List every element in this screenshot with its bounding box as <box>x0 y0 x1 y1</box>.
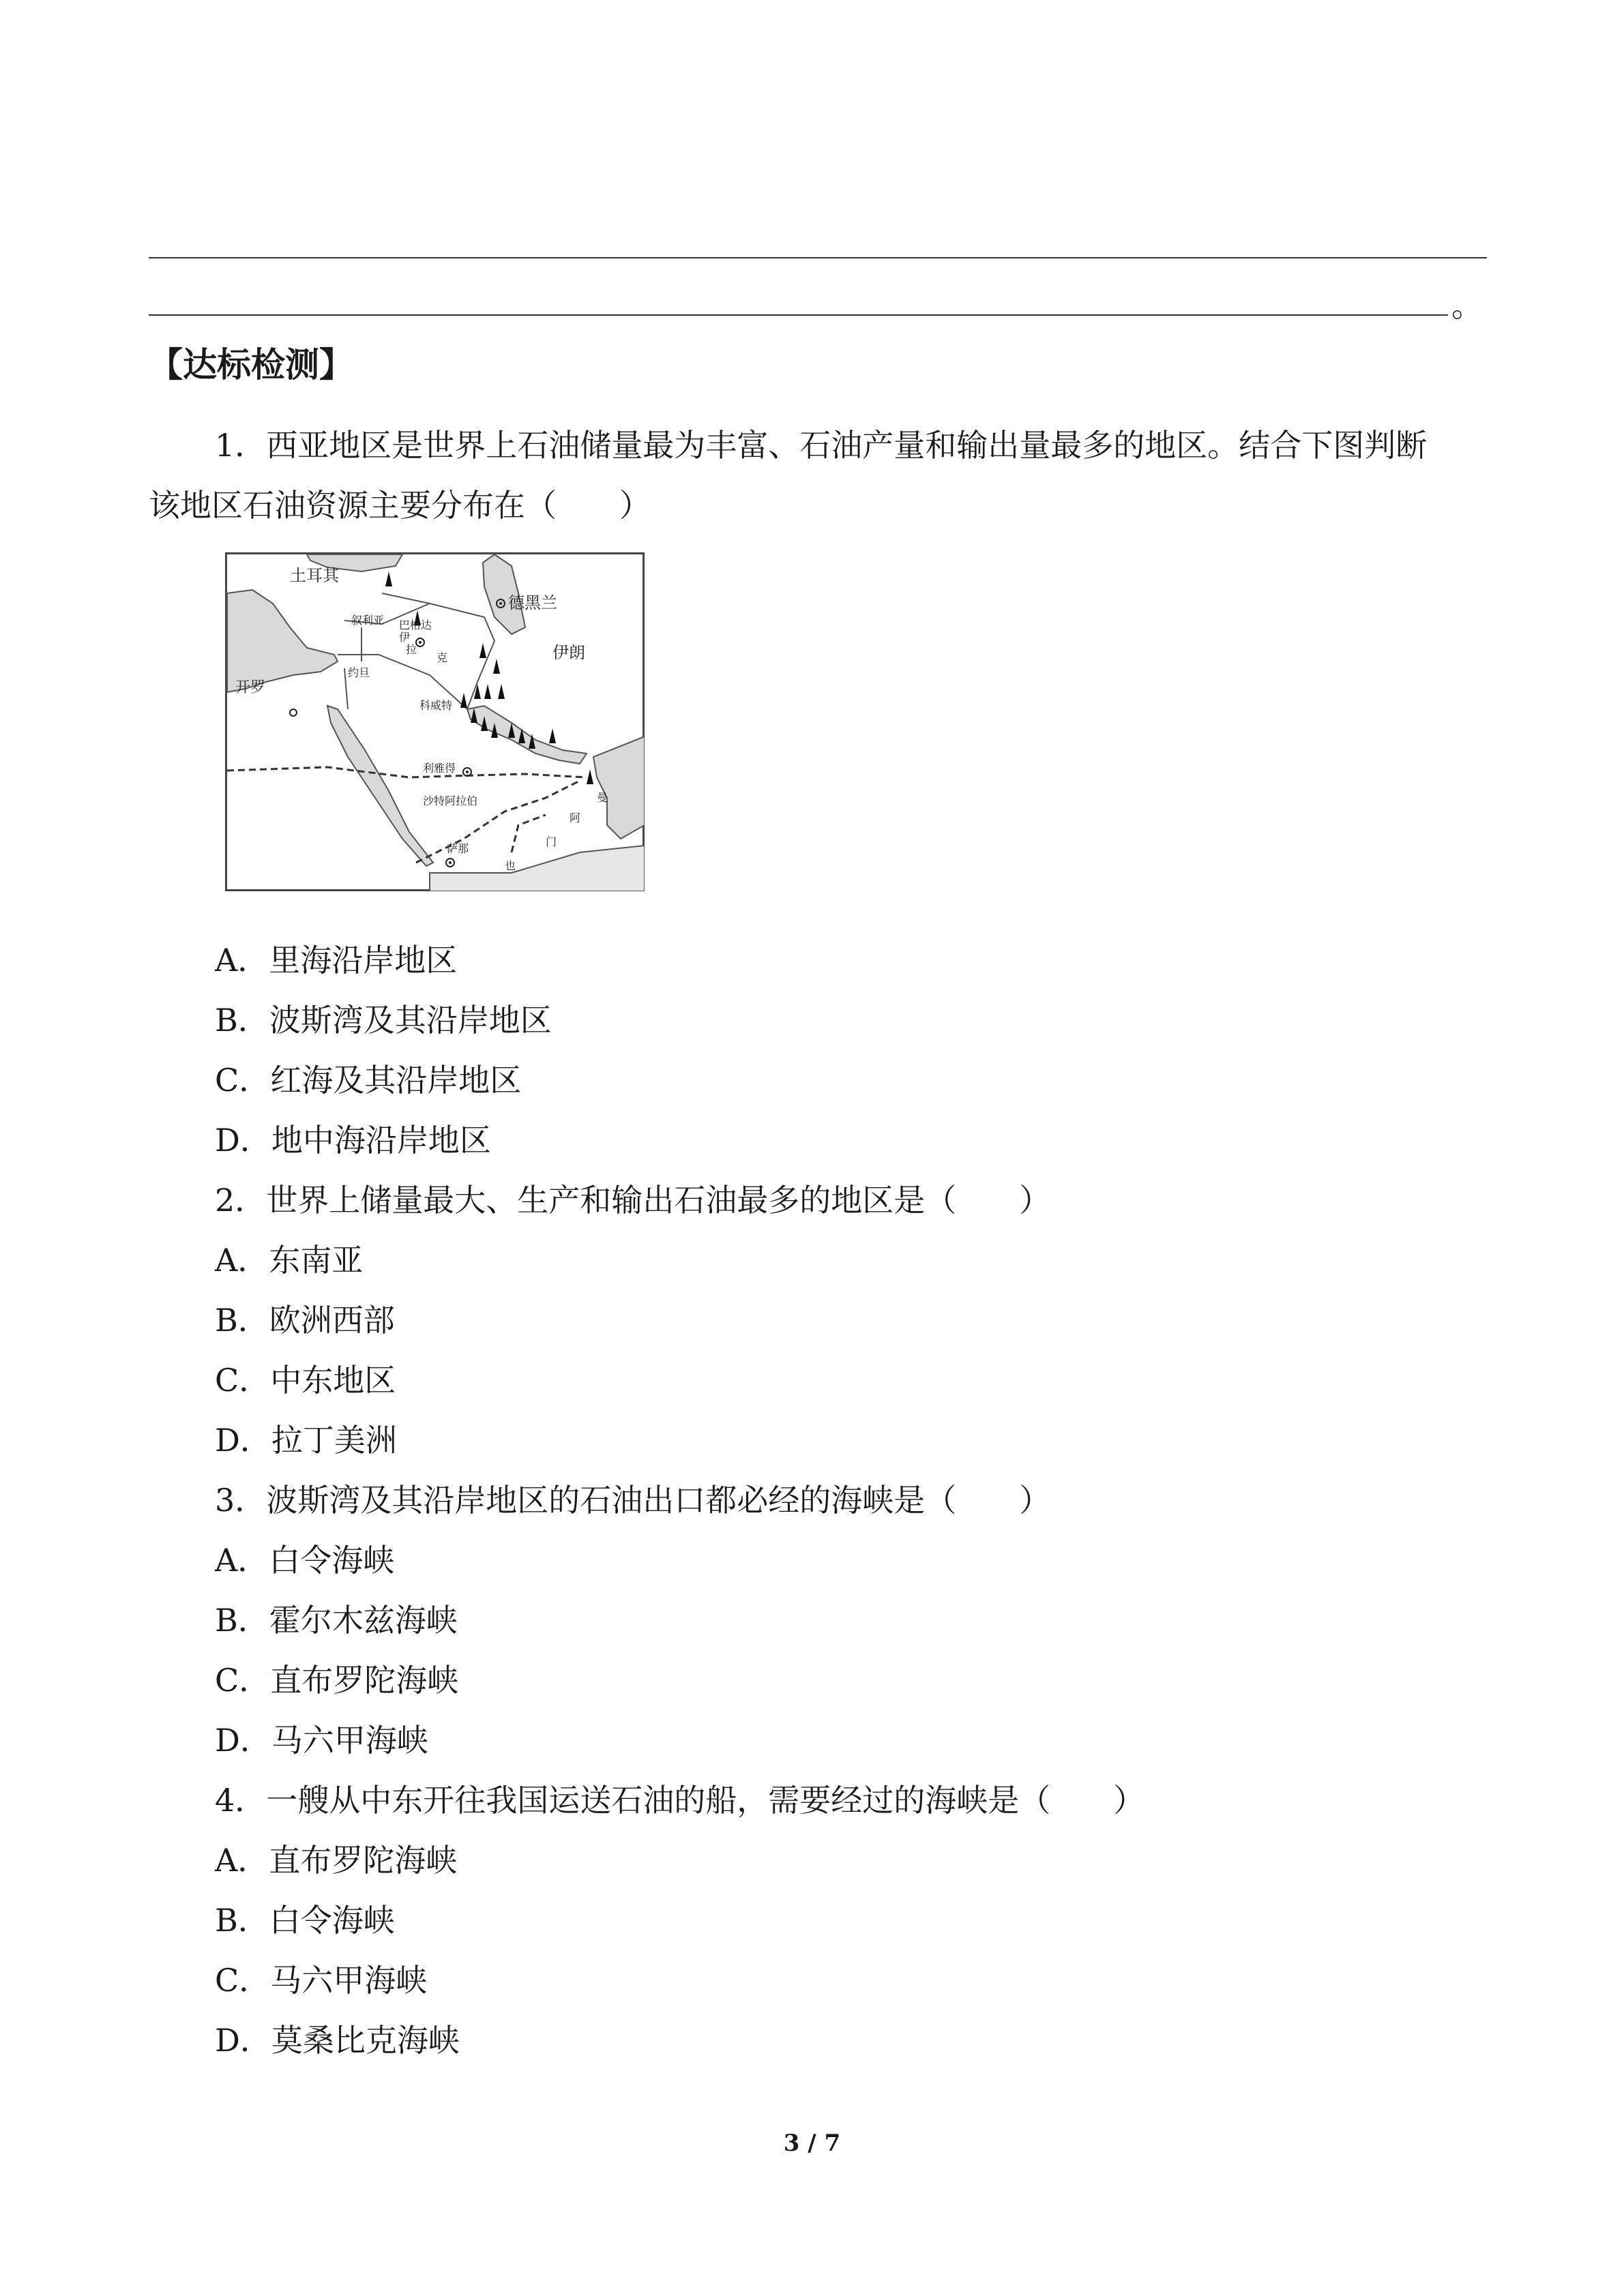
q1-option-a: A．里海沿岸地区 <box>215 942 458 979</box>
question-1-line-1: 1．西亚地区是世界上石油储量最为丰富、石油产量和输出量最多的地区。结合下图判断 <box>215 427 1428 464</box>
west-asia-oil-map <box>225 552 645 891</box>
map-label-yemen-a: 门 <box>546 835 557 848</box>
map-label-sanaa: 萨那 <box>447 842 469 855</box>
map-label-cairo: 开罗 <box>235 679 266 696</box>
map-label-jordan: 约旦 <box>348 666 370 679</box>
answer-period: 。 <box>1451 287 1483 324</box>
q4-option-c: C．马六甲海峡 <box>215 1962 428 1999</box>
q2-option-a: A．东南亚 <box>215 1242 364 1279</box>
q4-option-d: D．莫桑比克海峡 <box>215 2022 460 2059</box>
map-label-oman-a: 曼 <box>597 791 608 804</box>
map-label-tehran: 德黑兰 <box>508 593 557 612</box>
question-3-stem: 3．波斯湾及其沿岸地区的石油出口都必经的海峡是（ ） <box>215 1482 1051 1519</box>
map-label-kuwait: 科威特 <box>419 699 453 712</box>
question-4-stem: 4．一艘从中东开往我国运送石油的船，需要经过的海峡是（ ） <box>215 1782 1145 1819</box>
q3-option-c: C．直布罗陀海峡 <box>215 1662 459 1699</box>
section-heading: 【达标检测】 <box>149 345 353 385</box>
q4-option-a: A．直布罗陀海峡 <box>215 1842 458 1879</box>
map-label-baghdad: 巴格达 <box>399 618 432 631</box>
q2-option-c: C．中东地区 <box>215 1362 396 1399</box>
question-2-stem: 2．世界上储量最大、生产和输出石油最多的地区是（ ） <box>215 1182 1051 1219</box>
q3-option-b: B．霍尔木兹海峡 <box>215 1602 458 1639</box>
map-label-iraq-b: 拉 <box>406 643 417 656</box>
map-label-iraq-c: 克 <box>437 651 448 664</box>
q1-option-d: D．地中海沿岸地区 <box>215 1122 491 1159</box>
map-label-turkey: 土耳其 <box>290 566 339 585</box>
map-label-yemen-b: 也 <box>505 859 516 872</box>
map-label-riyadh: 利雅得 <box>423 762 456 775</box>
map-label-saudi: 沙特阿拉伯 <box>423 794 478 807</box>
answer-line-1 <box>149 257 1487 258</box>
page-number: 3 / 7 <box>783 2130 841 2157</box>
q4-option-b: B．白令海峡 <box>215 1902 395 1939</box>
q2-option-b: B．欧洲西部 <box>215 1302 395 1339</box>
map-label-oman-b: 阿 <box>570 811 581 824</box>
q1-option-b: B．波斯湾及其沿岸地区 <box>215 1002 552 1039</box>
map-label-syria: 叙利亚 <box>351 614 385 627</box>
q3-option-d: D．马六甲海峡 <box>215 1722 428 1759</box>
question-1-line-2: 该地区石油资源主要分布在（ ） <box>149 487 651 524</box>
q3-option-a: A．白令海峡 <box>215 1542 395 1579</box>
q2-option-d: D．拉丁美洲 <box>215 1422 397 1459</box>
answer-line-2 <box>149 314 1448 316</box>
q1-option-c: C．红海及其沿岸地区 <box>215 1062 522 1099</box>
map-label-iran: 伊朗 <box>552 643 585 662</box>
map-label-iraq-a: 伊 <box>399 631 411 644</box>
